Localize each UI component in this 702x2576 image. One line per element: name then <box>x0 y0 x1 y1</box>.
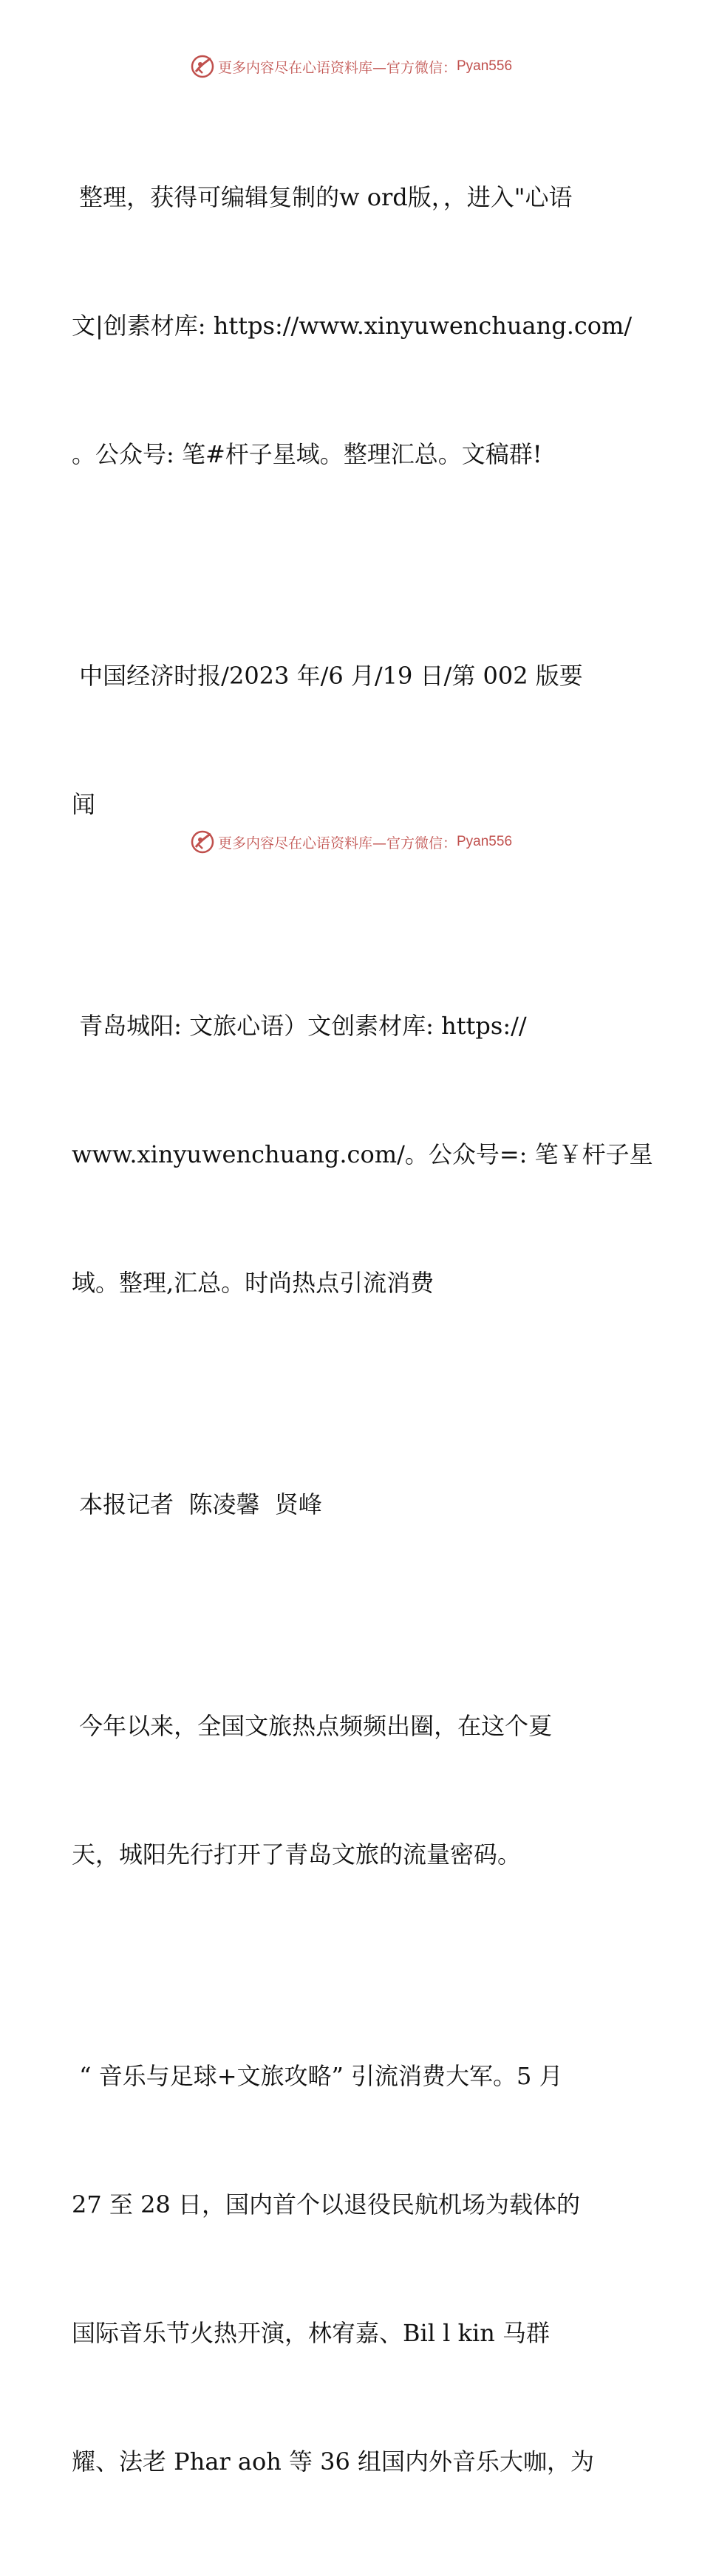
logo-icon <box>190 54 215 79</box>
footer-brand-text: 更多内容尽在心语资料库—官方微信： <box>217 835 457 852</box>
lead-paragraph <box>72 1619 633 1962</box>
footer-banner <box>0 827 702 857</box>
text-line: 。公众号: 笔#杆子星域。整理汇总。文稿群! <box>72 440 542 468</box>
text-line: 域。整理,汇总。时尚热点引流消费 <box>72 1269 435 1297</box>
text-line: 耀、法老 Phar aoh 等 36 组国内外音乐大咖，为 <box>72 2447 595 2476</box>
byline-paragraph <box>72 1397 633 1611</box>
text-line: 27 至 28 日，国内首个以退役民航机场为载体的 <box>72 2190 580 2219</box>
text-line: 文|创素材库: https://www.xinyuwenchuang.com/ <box>72 312 633 340</box>
text-line: 天，城阳先行打开了青岛文旅的流量密码。 <box>72 1840 522 1868</box>
text-line: 中国经济时报/2023 年/6 月/19 日/第 002 版要 <box>72 662 583 690</box>
text-line: 本报记者 陈凌馨 贤峰 <box>72 1490 322 1518</box>
footer-contact-text: Pyan556 <box>457 834 513 849</box>
header-contact-text: Pyan556 <box>457 58 513 74</box>
headline-paragraph <box>72 919 653 1390</box>
body-paragraph <box>72 1969 633 2569</box>
text-line: “ 音乐与足球+文旅攻略” 引流消费大军。5 月 <box>72 2062 563 2090</box>
text-line: 青岛城阳: 文旅心语）文创素材库: https:// <box>72 1012 527 1040</box>
header-banner <box>0 52 702 81</box>
text-line: www.xinyuwenchuang.com/。公众号=: 笔￥杆子星 <box>72 1140 653 1168</box>
intro-paragraph <box>72 90 633 561</box>
article-body <box>72 90 653 2576</box>
header-brand-text: 更多内容尽在心语资料库—官方微信： <box>217 59 457 76</box>
text-line: 今年以来，全国文旅热点频频出圈，在这个夏 <box>72 1712 553 1740</box>
text-line: 闻 <box>72 790 96 818</box>
source-paragraph <box>72 569 633 911</box>
text-line: 国际音乐节火热开演，林宥嘉、Bil l kin 马群 <box>72 2319 550 2347</box>
logo-icon <box>190 829 215 854</box>
text-line: 整理，获得可编辑复制的w ord版，，进入"心语 <box>72 183 573 211</box>
